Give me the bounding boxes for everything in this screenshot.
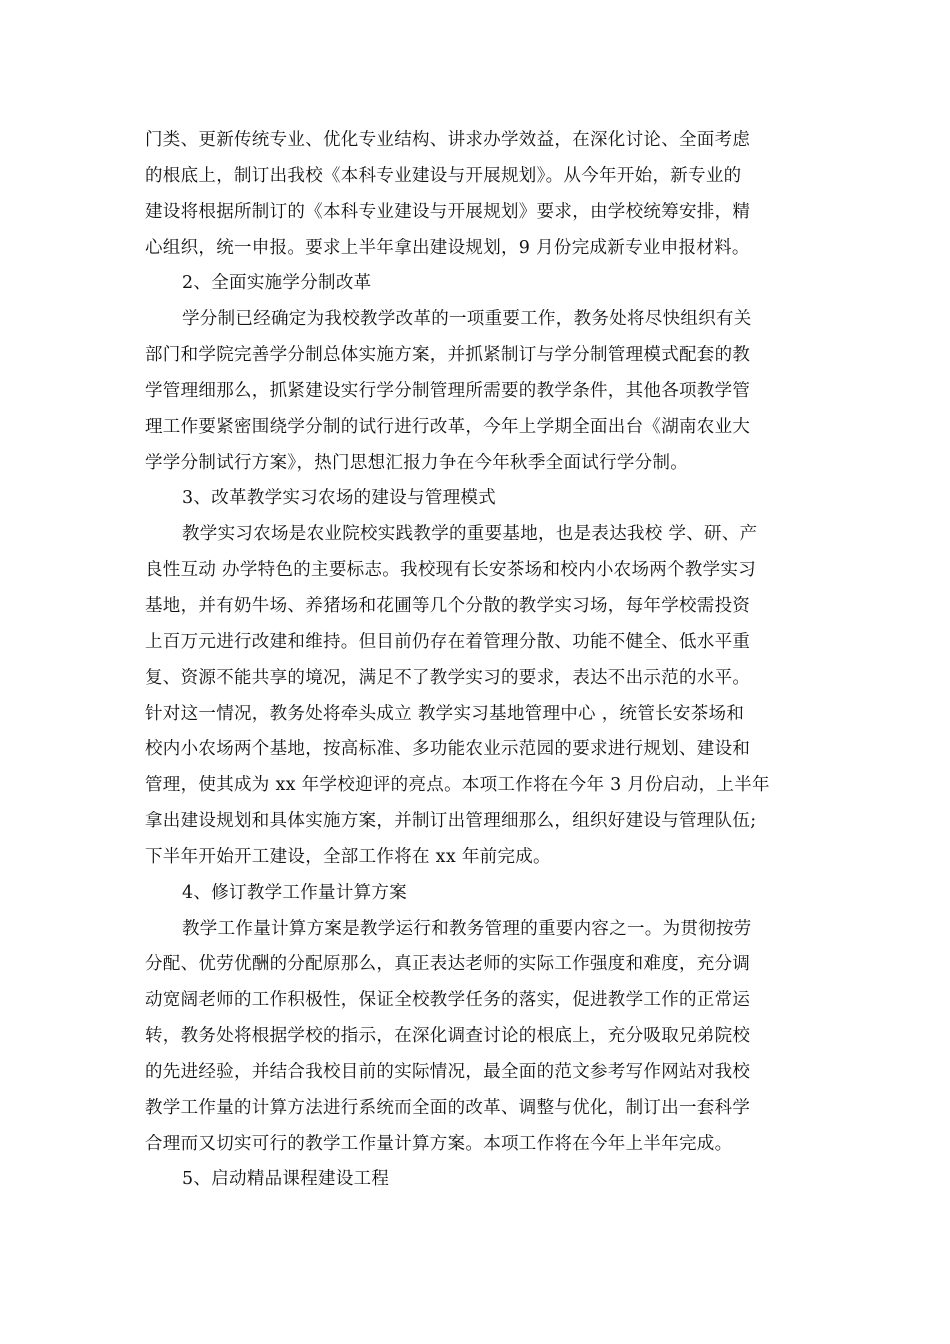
paragraph-start-line: 3、改革教学实习农场的建设与管理模式 xyxy=(182,488,497,509)
text-line: 部门和学院完善学分制总体实施方案，并抓紧制订与学分制管理模式配套的教 xyxy=(145,345,751,366)
text-line: 建设将根据所制订的《本科专业建设与开展规划》要求，由学校统筹安排，精 xyxy=(145,201,751,222)
text-line: 校内小农场两个基地，按高标准、多功能农业示范园的要求进行规划、建设和 xyxy=(145,739,751,760)
text-line: 拿出建设规划和具体实施方案，并制订出管理细那么，组织好建设与管理队伍; xyxy=(145,811,757,832)
text-line: 的根底上，制订出我校《本科专业建设与开展规划》。从今年开始，新专业的 xyxy=(145,165,742,186)
paragraph-start-line: 学分制已经确定为我校教学改革的一项重要工作，教务处将尽快组织有关 xyxy=(182,309,752,330)
text-line: 学管理细那么，抓紧建设实行学分制管理所需要的教学条件，其他各项教学管 xyxy=(145,380,751,401)
paragraph-start-line: 5、启动精品课程建设工程 xyxy=(182,1169,390,1190)
paragraph-start-line: 教学实习农场是农业院校实践教学的重要基地，也是表达我校 学、研、产 xyxy=(182,524,758,545)
text-line: 基地，并有奶牛场、养猪场和花圃等几个分散的教学实习场，每年学校需投资 xyxy=(145,595,751,616)
text-line: 教学工作量的计算方法进行系统而全面的改革、调整与优化，制订出一套科学 xyxy=(145,1097,751,1118)
text-line: 良性互动 办学特色的主要标志。我校现有长安茶场和校内小农场两个教学实习 xyxy=(145,560,757,581)
text-line: 上百万元进行改建和维持。但目前仍存在着管理分散、功能不健全、低水平重 xyxy=(145,631,751,652)
text-line: 复、资源不能共享的境况，满足不了教学实习的要求，表达不出示范的水平。 xyxy=(145,667,751,688)
document-body-text xyxy=(145,123,805,1198)
text-line: 的先进经验，并结合我校目前的实际情况，最全面的范文参考写作网站对我校 xyxy=(145,1061,751,1082)
text-line: 下半年开始开工建设，全部工作将在 xx 年前完成。 xyxy=(145,846,551,867)
text-line: 门类、更新传统专业、优化专业结构、讲求办学效益，在深化讨论、全面考虑 xyxy=(145,130,751,150)
text-line: 转，教务处将根据学校的指示，在深化调查讨论的根底上，充分吸取兄弟院校 xyxy=(145,1026,751,1047)
paragraph-start-line: 4、修订教学工作量计算方案 xyxy=(182,882,408,903)
text-line: 理工作要紧密围绕学分制的试行进行改革，今年上学期全面出台《湖南农业大 xyxy=(145,416,751,437)
paragraph-start-line: 2、全面实施学分制改革 xyxy=(182,273,372,294)
text-line: 合理而又切实可行的教学工作量计算方案。本项工作将在今年上半年完成。 xyxy=(145,1133,733,1154)
paragraph-start-line: 教学工作量计算方案是教学运行和教务管理的重要内容之一。为贯彻按劳 xyxy=(182,918,752,939)
text-line: 动宽阔老师的工作积极性，保证全校教学任务的落实，促进教学工作的正常运 xyxy=(145,990,751,1011)
text-line: 心组织，统一申报。要求上半年拿出建设规划，9 月份完成新专业申报材料。 xyxy=(145,237,750,258)
text-line: 管理，使其成为 xx 年学校迎评的亮点。本项工作将在今年 3 月份启动，上半年 xyxy=(145,775,770,796)
text-line: 分配、优劳优酬的分配原那么，真正表达老师的实际工作强度和难度，充分调 xyxy=(145,954,751,975)
text-line: 学学分制试行方案》，热门思想汇报力争在今年秋季全面试行学分制。 xyxy=(145,452,689,473)
text-line: 针对这一情况，教务处将牵头成立 教学实习基地管理中心 ，统管长安茶场和 xyxy=(145,703,745,724)
